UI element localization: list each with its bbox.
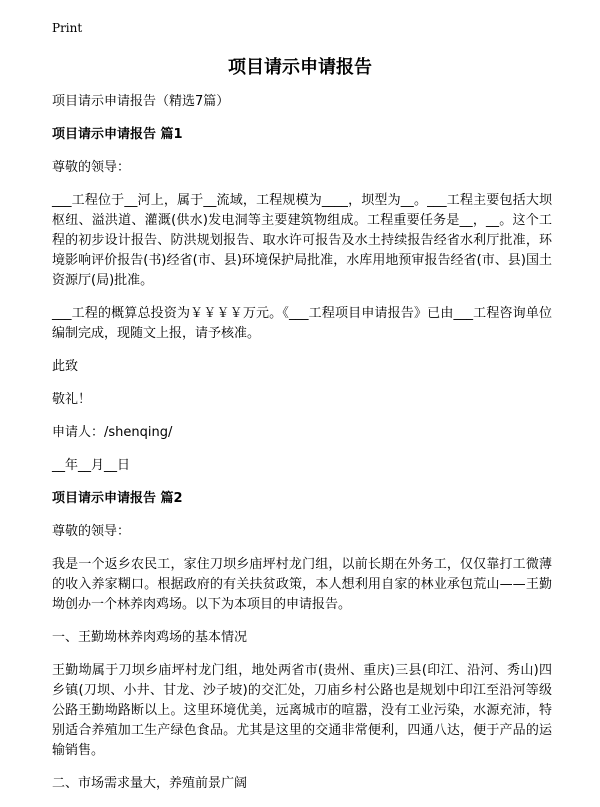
date-line: __年__月__日 <box>52 458 131 473</box>
point-heading-2: 二、市场需求量大，养殖前景广阔 <box>52 776 248 791</box>
closing-jing-li: 敬礼！ <box>52 392 92 407</box>
salutation-1: 尊敬的领导： <box>52 160 131 175</box>
closing-ci-zhi: 此致 <box>52 359 79 374</box>
applicant-line: 申请人：/shenqing/ <box>52 425 173 440</box>
document-title: 项目请示申请报告 <box>228 57 372 78</box>
document-subtitle: 项目请示申请报告（精选7篇） <box>52 94 230 109</box>
print-link[interactable]: Print <box>52 21 83 35</box>
paragraph-investment: ___工程的概算总投资为￥￥￥￥万元。《___工程项目申请报告》已由___工程咨询单位编制完成，现随文上报，请予核准。 <box>52 306 552 341</box>
section-heading-1: 项目请示申请报告 篇1 <box>52 127 183 142</box>
document-body <box>52 92 552 807</box>
salutation-2: 尊敬的领导： <box>52 524 131 539</box>
paragraph-site-description: 王勤坳属于刀坝乡庙坪村龙门组，地处两省市(贵州、重庆)三县(印江、沿河、秀山)四乡镇(刀坝、小井、甘龙、沙子坡)的交汇处，刀庙乡村公路也是规划中印江至沿河等级公路王勤坳路断以上。这里环境优美，远离城市的喧嚣，没有工业污染，水源充沛，特别适合养殖加工生产绿色食品。尤其是这里的交通非常便利，四通八达，便于产品的运输销售。 <box>52 663 552 758</box>
section-heading-2: 项目请示申请报告 篇2 <box>52 491 183 506</box>
paragraph-project-overview: ___工程位于__河上，属于__流域，工程规模为____，坝型为__。___工程主要包括大坝枢纽、溢洪道、灌溉(供水)发电洞等主要建筑物组成。工程重要任务是__，__。这个工程的初步设计报告、防洪规划报告、取水许可报告及水土持续报告经省水利厅批准，环境影响评价报告(书)经省(市、县)环境保护局批准，水库用地预审报告经省(市、县)国土资源厅(局)批准。 <box>52 193 552 288</box>
point-heading-1: 一、王勤坳林养肉鸡场的基本情况 <box>52 630 248 645</box>
paragraph-introduction: 我是一个返乡农民工，家住刀坝乡庙坪村龙门组，以前长期在外务工，仅仅靠打工微薄的收入养家糊口。根据政府的有关扶贫政策，本人想利用自家的林业承包荒山——王勤坳创办一个林养肉鸡场。以下为本项目的申请报告。 <box>52 557 552 612</box>
